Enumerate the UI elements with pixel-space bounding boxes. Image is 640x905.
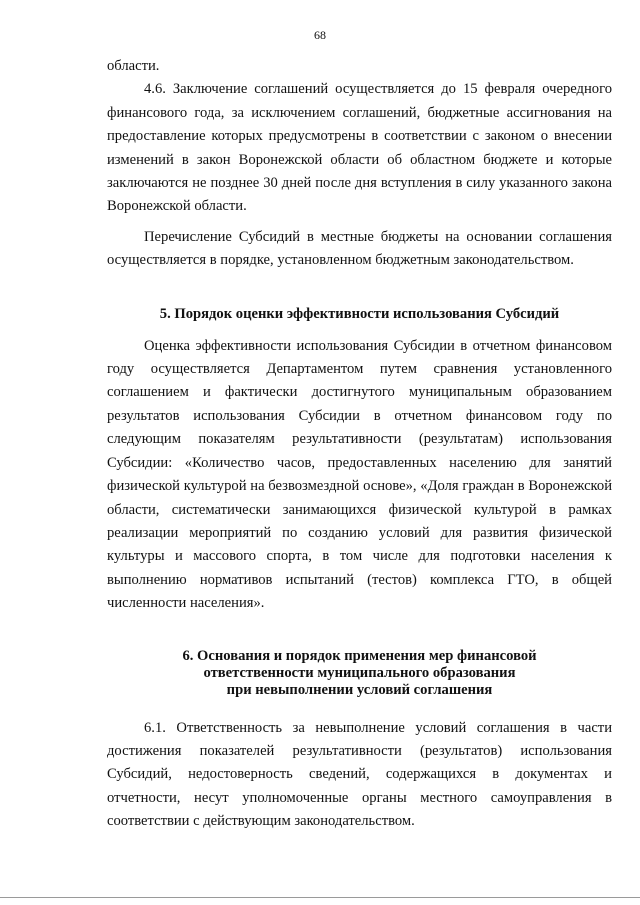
section-6-heading-line: ответственности муниципального образования [203, 664, 516, 681]
paragraph-continuation: области. [107, 58, 160, 74]
section-6-heading [107, 648, 612, 699]
section-5-heading: 5. Порядок оценки эффективности использования Субсидий [159, 305, 560, 322]
section-6-heading-line: при невыполнении условий соглашения [226, 681, 493, 698]
bottom-scan-line [0, 897, 640, 898]
section-5-paragraph: Оценка эффективности использования Субсидии в отчетном финансовом году осуществляется Департаментом путем сравнения установленного соглашением и фактически достигнутого муниципальным образованием результатов использования Субсидии в отчетном финансовом году по следующим показателям результативности (результатам) использования Субсидии: «Количество часов, предоставленных населению для занятий физической культурой на безвозмездной основе», «Доля граждан в Воронежской области, систематически занимающихся физической культурой в рамках реализации мероприятий по созданию условий для развития физической культуры и массового спорта, в том числе для подготовки населения к выполнению нормативов испытаний (тестов) комплекса ГТО, в общей численности населения». [107, 337, 612, 612]
paragraph-4-6: 4.6. Заключение соглашений осуществляется до 15 февраля очередного финансового года, за исключением соглашений, бюджетные ассигнования на предоставление которых предусмотрены в соответствии с законом о внесении изменений в закон Воронежской области об областном бюджете и которые заключаются не позднее 30 дней после дня вступления в силу указанного закона Воронежской области. [107, 81, 612, 215]
page-number: 68 [314, 28, 326, 42]
section-6-heading-line: 6. Основания и порядок применения мер финансовой [182, 647, 537, 664]
paragraph-transfer: Перечисление Субсидий в местные бюджеты на основании соглашения осуществляется в порядке, установленном бюджетным законодательством. [107, 228, 612, 269]
document-body [107, 55, 612, 834]
section-6-paragraph: 6.1. Ответственность за невыполнение условий соглашения в части достижения показателей результативности (результатов) использования Субсидий, недостоверность сведений, содержащихся в документах и отчетности, несут уполномоченные органы местного самоуправления в соответствии с действующим законодательством. [107, 719, 612, 830]
